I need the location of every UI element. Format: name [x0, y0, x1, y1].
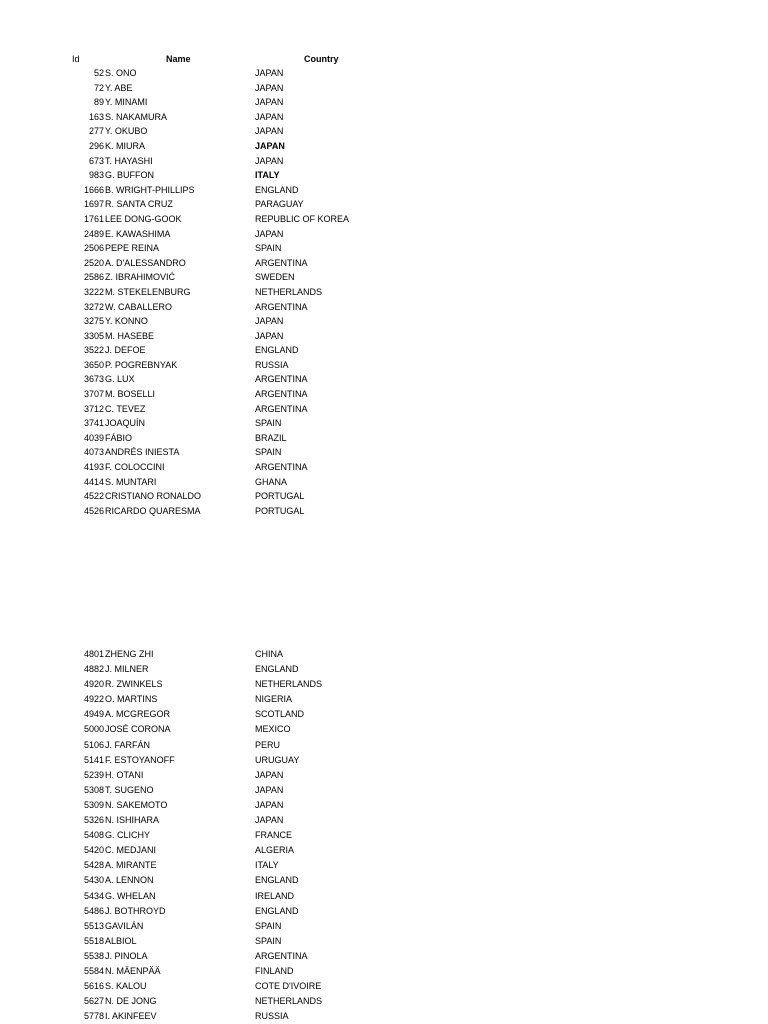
cell-id: 2506 — [83, 243, 104, 254]
table-row — [0, 139, 768, 154]
table-row — [0, 692, 768, 707]
cell-country: COTE D'IVOIRE — [255, 981, 322, 992]
table-row — [0, 647, 768, 662]
cell-id: 2520 — [83, 257, 104, 268]
cell-country: SWEDEN — [255, 272, 295, 283]
cell-name: JOAQUÍN — [105, 418, 146, 429]
table-row — [0, 154, 768, 169]
cell-name: J. PINOLA — [105, 950, 148, 961]
cell-country: ARGENTINA — [255, 403, 308, 414]
cell-name: K. MIURA — [105, 140, 146, 151]
cell-country: MEXICO — [255, 724, 291, 735]
cell-country: NETHERLANDS — [255, 679, 323, 690]
table-row — [0, 677, 768, 692]
cell-name: A. MCGREGOR — [105, 709, 171, 720]
cell-id: 4039 — [83, 432, 104, 443]
cell-id: 5430 — [83, 875, 104, 886]
cell-country: ARGENTINA — [255, 301, 308, 312]
cell-id: 4526 — [83, 505, 104, 516]
cell-country: ARGENTINA — [255, 374, 308, 385]
table-row — [0, 416, 768, 431]
player-table-bottom — [0, 647, 768, 1024]
cell-country: SPAIN — [255, 447, 282, 458]
cell-country: ENGLAND — [255, 184, 299, 195]
cell-country: JAPAN — [255, 82, 284, 93]
table-row — [0, 783, 768, 798]
cell-country: PORTUGAL — [255, 491, 305, 502]
cell-id: 5309 — [83, 799, 104, 810]
cell-id: 3712 — [83, 403, 104, 414]
cell-name: A. D'ALESSANDRO — [105, 257, 186, 268]
cell-id: 5239 — [83, 769, 104, 780]
cell-name: Y. MINAMI — [105, 97, 148, 108]
cell-country: PARAGUAY — [255, 199, 304, 210]
cell-id: 4522 — [83, 491, 104, 502]
cell-country: ALGERIA — [255, 845, 295, 856]
table-row — [0, 504, 768, 519]
table-row — [0, 873, 768, 888]
player-table-top — [0, 66, 768, 518]
cell-id: 3275 — [83, 316, 104, 327]
cell-country: ITALY — [255, 170, 280, 181]
table-row — [0, 475, 768, 490]
cell-id: 5538 — [83, 950, 104, 961]
cell-id: 4073 — [83, 447, 104, 458]
cell-name: C. MEDJANI — [105, 845, 157, 856]
cell-country: FINLAND — [255, 965, 294, 976]
table-row — [0, 722, 768, 737]
cell-name: P. POGREBNYAK — [105, 359, 178, 370]
cell-name: J. DEFOE — [105, 345, 146, 356]
cell-id: 4949 — [83, 709, 104, 720]
table-row — [0, 994, 768, 1009]
cell-name: PEPE REINA — [105, 243, 160, 254]
cell-name: LEE DONG-GOOK — [105, 213, 182, 224]
table-row — [0, 843, 768, 858]
column-header-name: Name — [166, 54, 191, 64]
column-header-id: Id — [72, 54, 80, 64]
cell-country: NIGERIA — [255, 694, 293, 705]
cell-id: 1697 — [83, 199, 104, 210]
cell-name: T. HAYASHI — [105, 155, 153, 166]
cell-id: 3222 — [83, 286, 104, 297]
table-row — [0, 387, 768, 402]
table-row — [0, 919, 768, 934]
table-row — [0, 858, 768, 873]
cell-country: URUGUAY — [255, 754, 300, 765]
table-row — [0, 904, 768, 919]
cell-country: SPAIN — [255, 920, 282, 931]
cell-id: 4193 — [83, 462, 104, 473]
cell-country: JAPAN — [255, 316, 284, 327]
cell-country: JAPAN — [255, 111, 284, 122]
cell-country: GHANA — [255, 476, 288, 487]
cell-name: S. KALOU — [105, 981, 147, 992]
cell-name: N. ISHIHARA — [105, 815, 160, 826]
cell-country: ARGENTINA — [255, 389, 308, 400]
cell-country: RUSSIA — [255, 1011, 289, 1022]
cell-name: A. LENNON — [105, 875, 154, 886]
cell-name: M. BOSELLI — [105, 389, 156, 400]
cell-id: 4801 — [83, 649, 104, 659]
table-row — [0, 372, 768, 387]
cell-country: ENGLAND — [255, 345, 299, 356]
cell-country: NETHERLANDS — [255, 286, 323, 297]
table-row — [0, 445, 768, 460]
table-row — [0, 124, 768, 139]
cell-country: BRAZIL — [255, 432, 287, 443]
cell-id: 5616 — [83, 981, 104, 992]
cell-name: ALBIOL — [105, 935, 137, 946]
cell-id: 3272 — [83, 301, 104, 312]
cell-country: JAPAN — [255, 68, 284, 78]
table-row — [0, 168, 768, 183]
table-row — [0, 889, 768, 904]
table-row — [0, 964, 768, 979]
cell-name: N. MÄENPÄÄ — [105, 965, 161, 976]
cell-name: J. MILNER — [105, 664, 149, 675]
cell-id: 3673 — [83, 374, 104, 385]
cell-id: 5627 — [83, 996, 104, 1007]
cell-id: 3522 — [83, 345, 104, 356]
cell-country: ARGENTINA — [255, 257, 308, 268]
table-row — [0, 110, 768, 125]
cell-name: S. MUNTARI — [105, 476, 157, 487]
cell-country: ARGENTINA — [255, 462, 308, 473]
cell-name: G. BUFFON — [105, 170, 154, 181]
cell-country: IRELAND — [255, 890, 295, 901]
cell-country: JAPAN — [255, 126, 284, 137]
cell-id: 5106 — [83, 739, 104, 750]
cell-name: S. ONO — [105, 68, 137, 78]
cell-id: 5408 — [83, 830, 104, 841]
cell-country: JAPAN — [255, 97, 284, 108]
cell-id: 277 — [88, 126, 104, 137]
cell-id: 296 — [88, 140, 104, 151]
cell-id: 89 — [93, 97, 104, 108]
cell-country: JAPAN — [255, 815, 284, 826]
cell-country: PERU — [255, 739, 281, 750]
cell-id: 4882 — [83, 664, 104, 675]
table-row — [0, 314, 768, 329]
cell-country: JAPAN — [255, 784, 284, 795]
table-row — [0, 300, 768, 315]
cell-name: Z. IBRAHIMOVIĆ — [105, 272, 176, 283]
cell-name: I. AKINFEEV — [105, 1011, 157, 1022]
cell-name: N. SAKEMOTO — [105, 799, 168, 810]
cell-id: 52 — [93, 68, 104, 78]
cell-id: 5420 — [83, 845, 104, 856]
cell-country: PORTUGAL — [255, 505, 305, 516]
cell-name: T. SUGENO — [105, 784, 154, 795]
table-row — [0, 828, 768, 843]
cell-name: ZHENG ZHI — [105, 649, 154, 659]
cell-name: FÁBIO — [105, 432, 133, 443]
table-row — [0, 798, 768, 813]
table-row — [0, 241, 768, 256]
cell-country: ITALY — [255, 860, 279, 871]
table-row — [0, 95, 768, 110]
table-row — [0, 183, 768, 198]
cell-name: E. KAWASHIMA — [105, 228, 171, 239]
cell-name: G. LUX — [105, 374, 135, 385]
cell-name: F. ESTOYANOFF — [105, 754, 175, 765]
cell-name: N. DE JONG — [105, 996, 157, 1007]
table-row — [0, 813, 768, 828]
table-row — [0, 934, 768, 949]
cell-name: W. CABALLERO — [105, 301, 173, 312]
cell-id: 673 — [88, 155, 104, 166]
table-row — [0, 81, 768, 96]
cell-name: Y. KONNO — [105, 316, 148, 327]
cell-name: C. TEVEZ — [105, 403, 146, 414]
table-row — [0, 285, 768, 300]
table-row — [0, 329, 768, 344]
cell-country: JAPAN — [255, 228, 284, 239]
table-row — [0, 197, 768, 212]
table-row — [0, 738, 768, 753]
table-row — [0, 402, 768, 417]
cell-country: JAPAN — [255, 330, 284, 341]
table-row — [0, 343, 768, 358]
cell-id: 4920 — [83, 679, 104, 690]
cell-id: 1666 — [83, 184, 104, 195]
cell-id: 4922 — [83, 694, 104, 705]
cell-id: 5513 — [83, 920, 104, 931]
cell-country: SPAIN — [255, 935, 282, 946]
cell-country: RUSSIA — [255, 359, 289, 370]
cell-name: CRISTIANO RONALDO — [105, 491, 202, 502]
cell-name: ANDRÉS INIESTA — [105, 447, 180, 458]
table-row — [0, 358, 768, 373]
cell-country: REPUBLIC OF KOREA — [255, 213, 350, 224]
cell-country: FRANCE — [255, 830, 293, 841]
cell-name: O. MARTINS — [105, 694, 158, 705]
cell-name: GAVILÁN — [105, 920, 144, 931]
cell-name: J. BOTHROYD — [105, 905, 166, 916]
cell-id: 5141 — [83, 754, 104, 765]
cell-id: 1761 — [83, 213, 104, 224]
cell-id: 3707 — [83, 389, 104, 400]
cell-country: ENGLAND — [255, 664, 299, 675]
cell-country: JAPAN — [255, 769, 284, 780]
cell-country: ARGENTINA — [255, 950, 308, 961]
cell-country: SCOTLAND — [255, 709, 305, 720]
cell-name: Y. ABE — [105, 82, 133, 93]
cell-country: SPAIN — [255, 243, 282, 254]
table-row — [0, 212, 768, 227]
cell-name: J. FARFÁN — [105, 739, 151, 750]
table-row — [0, 431, 768, 446]
cell-id: 5584 — [83, 965, 104, 976]
cell-id: 2586 — [83, 272, 104, 283]
table-row — [0, 768, 768, 783]
cell-id: 5326 — [83, 815, 104, 826]
cell-name: M. STEKELENBURG — [105, 286, 191, 297]
cell-country: JAPAN — [255, 799, 284, 810]
cell-id: 2489 — [83, 228, 104, 239]
cell-country: JAPAN — [255, 140, 285, 151]
table-row — [0, 979, 768, 994]
cell-name: R. SANTA CRUZ — [105, 199, 173, 210]
cell-name: G. CLICHY — [105, 830, 151, 841]
cell-name: S. NAKAMURA — [105, 111, 168, 122]
table-row — [0, 270, 768, 285]
cell-id: 72 — [93, 82, 104, 93]
cell-name: B. WRIGHT-PHILLIPS — [105, 184, 195, 195]
cell-id: 5000 — [83, 724, 104, 735]
table-row — [0, 707, 768, 722]
cell-id: 5428 — [83, 860, 104, 871]
table-row — [0, 460, 768, 475]
cell-id: 5486 — [83, 905, 104, 916]
table-row — [0, 1009, 768, 1024]
cell-id: 5308 — [83, 784, 104, 795]
cell-country: ENGLAND — [255, 875, 299, 886]
cell-id: 3305 — [83, 330, 104, 341]
table-row — [0, 489, 768, 504]
column-header-country: Country — [304, 54, 339, 64]
table-row — [0, 66, 768, 81]
cell-id: 3741 — [83, 418, 104, 429]
cell-country: NETHERLANDS — [255, 996, 323, 1007]
cell-name: RICARDO QUARESMA — [105, 505, 201, 516]
cell-id: 5778 — [83, 1011, 104, 1022]
table-row — [0, 949, 768, 964]
cell-country: CHINA — [255, 649, 284, 659]
cell-name: H. OTANI — [105, 769, 144, 780]
cell-name: R. ZWINKELS — [105, 679, 163, 690]
cell-id: 163 — [88, 111, 104, 122]
cell-name: A. MIRANTE — [105, 860, 157, 871]
table-row — [0, 256, 768, 271]
cell-name: Y. OKUBO — [105, 126, 148, 137]
cell-id: 4414 — [83, 476, 104, 487]
cell-id: 3650 — [83, 359, 104, 370]
table-row — [0, 662, 768, 677]
cell-name: JOSÉ CORONA — [105, 724, 171, 735]
cell-name: M. HASEBE — [105, 330, 155, 341]
cell-country: SPAIN — [255, 418, 282, 429]
cell-id: 5434 — [83, 890, 104, 901]
cell-id: 983 — [88, 170, 104, 181]
cell-country: JAPAN — [255, 155, 284, 166]
cell-name: F. COLOCCINI — [105, 462, 165, 473]
cell-name: G. WHELAN — [105, 890, 156, 901]
table-row — [0, 753, 768, 768]
table-row — [0, 227, 768, 242]
cell-id: 5518 — [83, 935, 104, 946]
cell-country: ENGLAND — [255, 905, 299, 916]
